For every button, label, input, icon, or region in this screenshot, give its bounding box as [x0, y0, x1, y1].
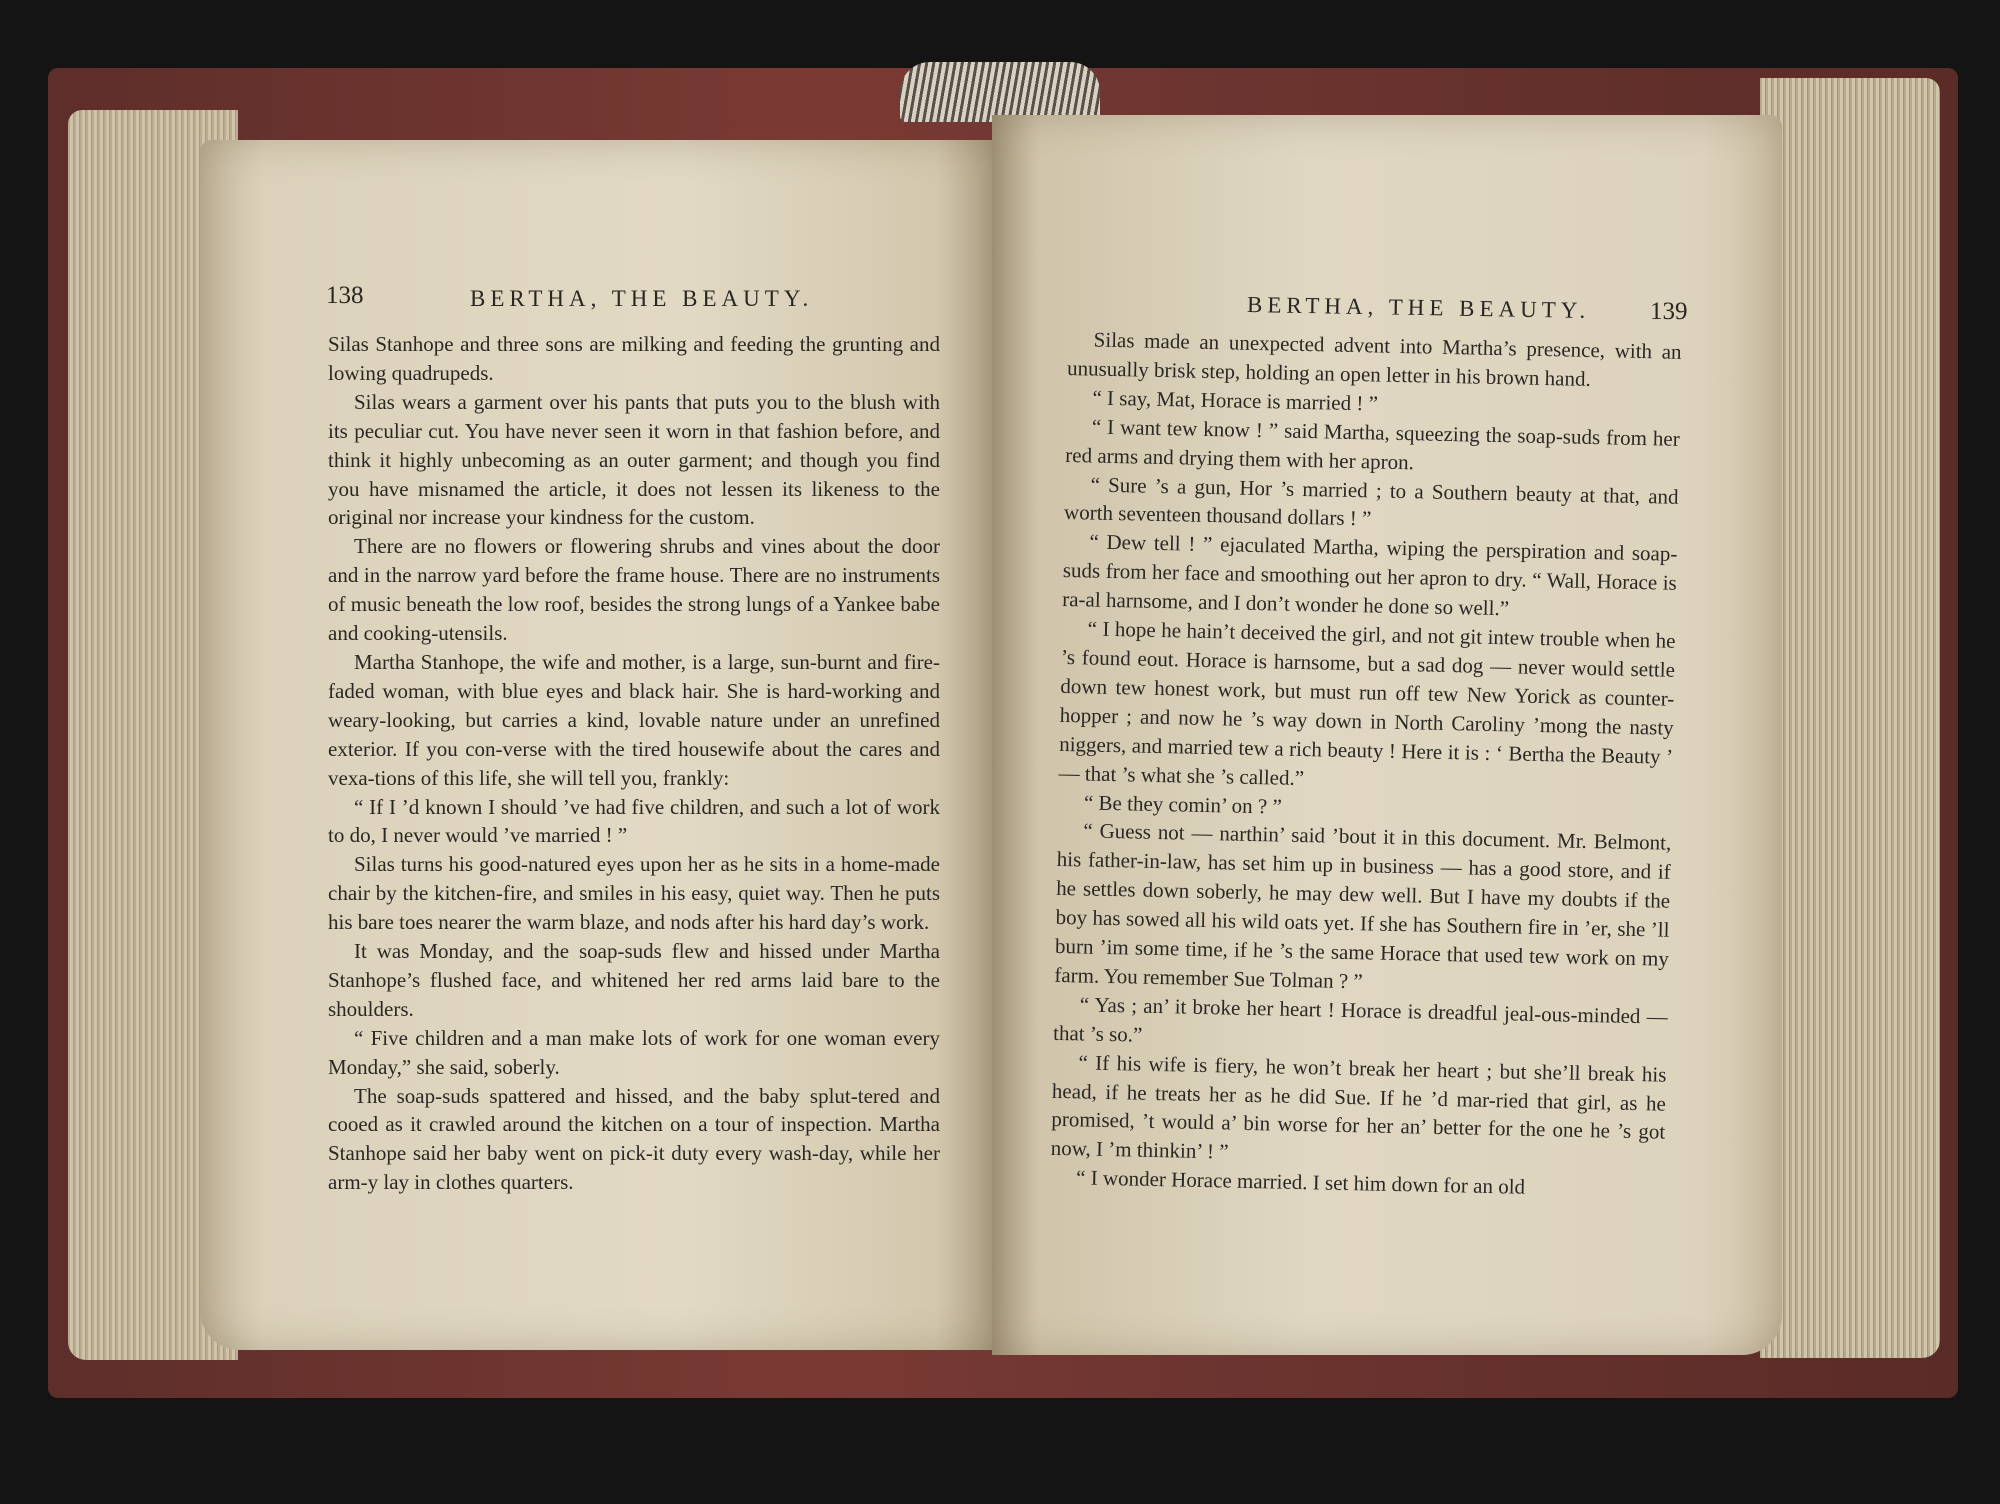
paragraph: “ I say, Mat, Horace is married ! ”	[1092, 385, 1379, 416]
running-head: BERTHA, THE BEAUTY.	[1246, 292, 1591, 323]
paragraph: “ If his wife is fiery, he won’t break her heart ; but she’ll break his head, if he treats her as he did Sue. If he ’d mar-ried that girl, as he promised, ’t would a’ bin worse for her an’ better for the one he ’s got now, I ’m thinkin’ ! ”	[1050, 1050, 1667, 1164]
paragraph: “ If I ’d known I should ’ve had five children, and such a lot of work to do, I never would ’ve married ! ”	[328, 794, 940, 848]
paragraph: There are no flowers or flowering shrubs and vines about the door and in the narrow yard before the frame house. There are no instruments of music beneath the low roof, besides the strong lungs of a Yankee babe and cooking-utensils.	[328, 534, 940, 646]
paragraph: “ I wonder Horace married. I set him down for an old	[1075, 1165, 1526, 1200]
paragraph: “ I hope he hain’t deceived the girl, and not git intew trouble when he ’s found eout. Horace is harnsome, but a sad dog — never would settle down tew honest work, but must run off tew New Yorick as counter-hopper ; and now he ’s way down in North Caroliny ’mong the nasty niggers, and married tew a rich beauty ! Here it is : ‘ Bertha the Beauty ’ — that ’s what she ’s called.”	[1058, 616, 1676, 790]
left-page	[200, 140, 1000, 1350]
paragraph: The soap-suds spattered and hissed, and the baby splut-tered and cooed as it crawled around the kitchen on a tour of inspection. Martha Stanhope said her baby went on pick-it duty every wash-day, while her arm-y lay in clothes quarters.	[328, 1083, 940, 1195]
running-head: BERTHA, THE BEAUTY.	[470, 286, 814, 311]
right-page-edges	[1760, 78, 1940, 1358]
paragraph: Silas made an unexpected advent into Martha’s presence, with an unusually brisk step, holding an open letter in his brown hand.	[1066, 327, 1682, 391]
paragraph: “ Five children and a man make lots of work for one woman every Monday,” she said, soberly.	[328, 1025, 940, 1079]
paragraph: Silas Stanhope and three sons are milking and feeding the grunting and lowing quadrupeds.	[328, 332, 940, 385]
page-number: 138	[326, 282, 364, 309]
paragraph: “ Yas ; an’ it broke her heart ! Horace is dreadful jeal-ous-minded — that ’s so.”	[1052, 992, 1668, 1047]
paragraph: “ Sure ’s a gun, Hor ’s married ; to a Southern beauty at that, and worth seventeen thousand dollars ! ”	[1063, 472, 1679, 531]
paragraph: Silas turns his good-natured eyes upon her as he sits in a home-made chair by the kitchen-fire, and smiles in his easy, quiet way. Then he puts his bare toes nearer the warm blaze, and nods after his hard day’s work.	[328, 852, 940, 935]
book-spine-binding	[900, 62, 1100, 122]
page-body	[1050, 325, 1682, 1205]
paragraph: “ Guess not — narthin’ said ’bout it in this document. Mr. Belmont, his father-in-law, has set him up in business — has a good store, and if he settles down soberly, he may dew well. But I have my doubts if the boy has sowed all his wild oats yet. If she has Southern fire in ’er, she ’ll burn ’im some time, if he ’s the same Horace that used tew work on my farm. You remember Sue Tolman ? ”	[1054, 818, 1672, 994]
paragraph: “ Dew tell ! ” ejaculated Martha, wiping the perspiration and soap-suds from her face and smoothing out her apron to dry. “ Wall, Horace is ra-al harnsome, and I don’t wonder he done so well.”	[1062, 529, 1678, 621]
page-number: 139	[1650, 298, 1688, 325]
paragraph: Silas wears a garment over his pants that puts you to the blush with its peculiar cut. You have never seen it worn in that fashion before, and think it highly unbecoming as an outer garment; and though you find you have misnamed the article, it does not lessen its likeness to the original nor increase your kindness for the custom.	[328, 389, 940, 530]
paragraph: “ I want tew know ! ” said Martha, squeezing the soap-suds from her red arms and drying them with her apron.	[1065, 414, 1681, 474]
right-page	[992, 115, 1782, 1355]
paragraph: “ Be they comin’ on ? ”	[1083, 789, 1283, 819]
paragraph: It was Monday, and the soap-suds flew and hissed under Martha Stanhope’s flushed face, and whitened her red arms laid bare to the shoulders.	[328, 939, 940, 1021]
paragraph: Martha Stanhope, the wife and mother, is a large, sun-burnt and fire-faded woman, with blue eyes and black hair. She is hard-working and weary-looking, but carries a kind, lovable nature under an unrefined exterior. If you con-verse with the tired housewife about the cares and vexa-tions of this life, she will tell you, frankly:	[328, 649, 940, 790]
page-body	[328, 330, 940, 1197]
